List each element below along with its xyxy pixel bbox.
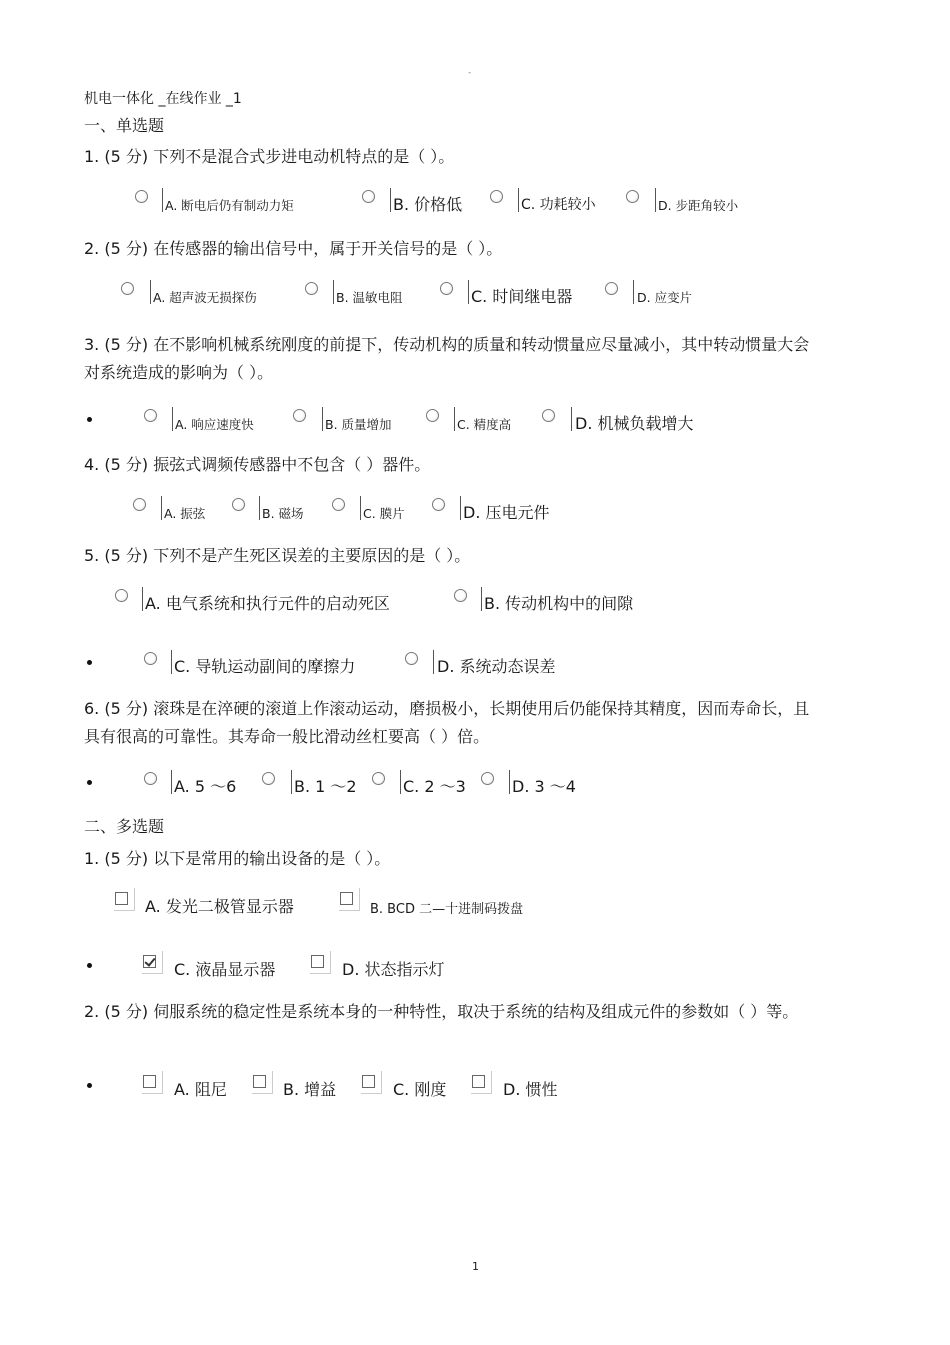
radio-button[interactable] bbox=[121, 282, 134, 295]
option-divider bbox=[571, 407, 572, 431]
radio-button[interactable] bbox=[626, 190, 639, 203]
option-divider bbox=[468, 280, 469, 304]
checkbox[interactable] bbox=[253, 1075, 266, 1088]
checkbox[interactable] bbox=[115, 892, 128, 905]
option-row bbox=[0, 405, 950, 435]
option-row bbox=[0, 951, 950, 981]
option-divider bbox=[333, 280, 334, 304]
option-label[interactable]: D. 应变片 bbox=[637, 290, 693, 305]
option-row bbox=[0, 768, 950, 798]
option-row bbox=[0, 494, 950, 524]
option-divider bbox=[460, 496, 461, 520]
option-label[interactable]: A. 断电后仍有制动力矩 bbox=[165, 198, 294, 213]
checkbox[interactable] bbox=[143, 955, 156, 968]
top-mark: - bbox=[468, 68, 472, 78]
radio-button[interactable] bbox=[426, 409, 439, 422]
checkbox[interactable] bbox=[340, 892, 353, 905]
option-label[interactable]: B. 传动机构中的间隙 bbox=[484, 594, 634, 613]
radio-button[interactable] bbox=[144, 409, 157, 422]
option-label[interactable]: A. 响应速度快 bbox=[175, 417, 254, 432]
list-bullet bbox=[87, 780, 92, 785]
checkbox[interactable] bbox=[362, 1075, 375, 1088]
option-row bbox=[0, 1071, 950, 1101]
radio-button[interactable] bbox=[144, 652, 157, 665]
option-divider bbox=[322, 407, 323, 431]
option-label[interactable]: B. 价格低 bbox=[393, 195, 463, 214]
question-text: 6. (5 分) 滚珠是在淬硬的滚道上作滚动运动，磨损极小，长期使用后仍能保持其精度，因而寿命长，且具有很高的可靠性。其寿命一般比滑动丝杠要高（ ）倍。 bbox=[84, 699, 810, 746]
option-label[interactable]: D. 惯性 bbox=[503, 1080, 558, 1099]
radio-button[interactable] bbox=[305, 282, 318, 295]
option-label[interactable]: C. 功耗较小 bbox=[521, 197, 596, 213]
option-label[interactable]: B. 温敏电阻 bbox=[336, 290, 403, 305]
option-divider bbox=[291, 770, 292, 794]
option-label[interactable]: D. 机械负载增大 bbox=[575, 414, 694, 433]
radio-button[interactable] bbox=[133, 498, 146, 511]
option-label[interactable]: A. 电气系统和执行元件的启动死区 bbox=[145, 594, 390, 613]
radio-button[interactable] bbox=[440, 282, 453, 295]
option-label[interactable]: B. BCD 二—十进制码拨盘 bbox=[370, 902, 524, 917]
option-label[interactable]: C. 膜片 bbox=[363, 506, 405, 521]
list-bullet bbox=[87, 660, 92, 665]
checkbox[interactable] bbox=[143, 1075, 156, 1088]
radio-button[interactable] bbox=[362, 190, 375, 203]
option-label[interactable]: A. 超声波无损探伤 bbox=[153, 290, 257, 305]
option-divider bbox=[390, 188, 391, 212]
option-row bbox=[0, 648, 950, 678]
option-label[interactable]: D. 状态指示灯 bbox=[342, 960, 445, 979]
radio-button[interactable] bbox=[332, 498, 345, 511]
option-label[interactable]: B. 质量增加 bbox=[325, 417, 392, 432]
option-divider bbox=[655, 188, 656, 212]
option-label[interactable]: D. 3 ～4 bbox=[512, 777, 576, 796]
question-text: 2. (5 分) 在传感器的输出信号中，属于开关信号的是（ ）。 bbox=[84, 239, 503, 258]
option-divider bbox=[171, 650, 172, 674]
option-divider bbox=[400, 770, 401, 794]
question-text: 1. (5 分) 下列不是混合式步进电动机特点的是（ ）。 bbox=[84, 147, 455, 166]
radio-button[interactable] bbox=[542, 409, 555, 422]
question-text: 2. (5 分) 伺服系统的稳定性是系统本身的一种特性，取决于系统的结构及组成元件的参数如（ ）等。 bbox=[84, 1002, 799, 1021]
section-heading-multi: 二、多选题 bbox=[84, 817, 165, 836]
option-divider bbox=[171, 770, 172, 794]
option-label[interactable]: C. 导轨运动副间的摩擦力 bbox=[174, 657, 356, 676]
option-row bbox=[0, 278, 950, 308]
radio-button[interactable] bbox=[144, 772, 157, 785]
option-divider bbox=[433, 650, 434, 674]
option-divider bbox=[172, 407, 173, 431]
option-label[interactable]: A. 5 ～6 bbox=[174, 777, 237, 796]
list-bullet bbox=[87, 1083, 92, 1088]
section-heading-single: 一、单选题 bbox=[84, 116, 165, 135]
option-label[interactable]: C. 液晶显示器 bbox=[174, 960, 276, 979]
option-divider bbox=[518, 188, 519, 212]
option-label[interactable]: D. 压电元件 bbox=[463, 503, 550, 522]
radio-button[interactable] bbox=[262, 772, 275, 785]
option-divider bbox=[509, 770, 510, 794]
option-label[interactable]: A. 振弦 bbox=[164, 506, 206, 521]
radio-button[interactable] bbox=[454, 589, 467, 602]
radio-button[interactable] bbox=[115, 589, 128, 602]
option-label[interactable]: C. 精度高 bbox=[457, 417, 512, 432]
radio-button[interactable] bbox=[372, 772, 385, 785]
radio-button[interactable] bbox=[405, 652, 418, 665]
checkbox[interactable] bbox=[311, 955, 324, 968]
question-text: 4. (5 分) 振弦式调频传感器中不包含（ ）器件。 bbox=[84, 455, 431, 474]
option-label[interactable]: C. 2 ～3 bbox=[403, 777, 466, 796]
list-bullet bbox=[87, 963, 92, 968]
option-label[interactable]: D. 步距角较小 bbox=[658, 198, 739, 213]
radio-button[interactable] bbox=[490, 190, 503, 203]
question-text: 5. (5 分) 下列不是产生死区误差的主要原因的是（ ）。 bbox=[84, 546, 471, 565]
option-divider bbox=[259, 496, 260, 520]
option-divider bbox=[150, 280, 151, 304]
radio-button[interactable] bbox=[232, 498, 245, 511]
option-divider bbox=[454, 407, 455, 431]
radio-button[interactable] bbox=[432, 498, 445, 511]
option-label[interactable]: A. 发光二极管显示器 bbox=[145, 897, 294, 916]
option-divider bbox=[142, 587, 143, 611]
option-label[interactable]: C. 刚度 bbox=[393, 1080, 447, 1099]
list-bullet bbox=[87, 417, 92, 422]
radio-button[interactable] bbox=[605, 282, 618, 295]
option-divider bbox=[161, 496, 162, 520]
option-row bbox=[0, 585, 950, 615]
page-number: 1 bbox=[472, 1260, 479, 1273]
option-row bbox=[0, 186, 950, 216]
radio-button[interactable] bbox=[481, 772, 494, 785]
option-label[interactable]: B. 增益 bbox=[283, 1080, 337, 1099]
document-title: 机电一体化 _在线作业 _1 bbox=[84, 91, 242, 107]
option-label[interactable]: B. 磁场 bbox=[262, 506, 304, 521]
option-label[interactable]: B. 1 ～2 bbox=[294, 777, 357, 796]
option-label[interactable]: D. 系统动态误差 bbox=[437, 657, 556, 676]
radio-button[interactable] bbox=[293, 409, 306, 422]
radio-button[interactable] bbox=[135, 190, 148, 203]
question-text: 1. (5 分) 以下是常用的输出设备的是（ ）。 bbox=[84, 849, 391, 868]
option-divider bbox=[481, 587, 482, 611]
option-divider bbox=[162, 188, 163, 212]
option-label[interactable]: C. 时间继电器 bbox=[471, 287, 573, 306]
option-label[interactable]: A. 阻尼 bbox=[174, 1080, 227, 1099]
option-row bbox=[0, 888, 950, 918]
option-divider bbox=[360, 496, 361, 520]
question-text: 3. (5 分) 在不影响机械系统刚度的前提下，传动机构的质量和转动惯量应尽量减小，其中转动惯量大会对系统造成的影响为（ ）。 bbox=[84, 335, 810, 382]
option-divider bbox=[633, 280, 634, 304]
checkbox[interactable] bbox=[472, 1075, 485, 1088]
